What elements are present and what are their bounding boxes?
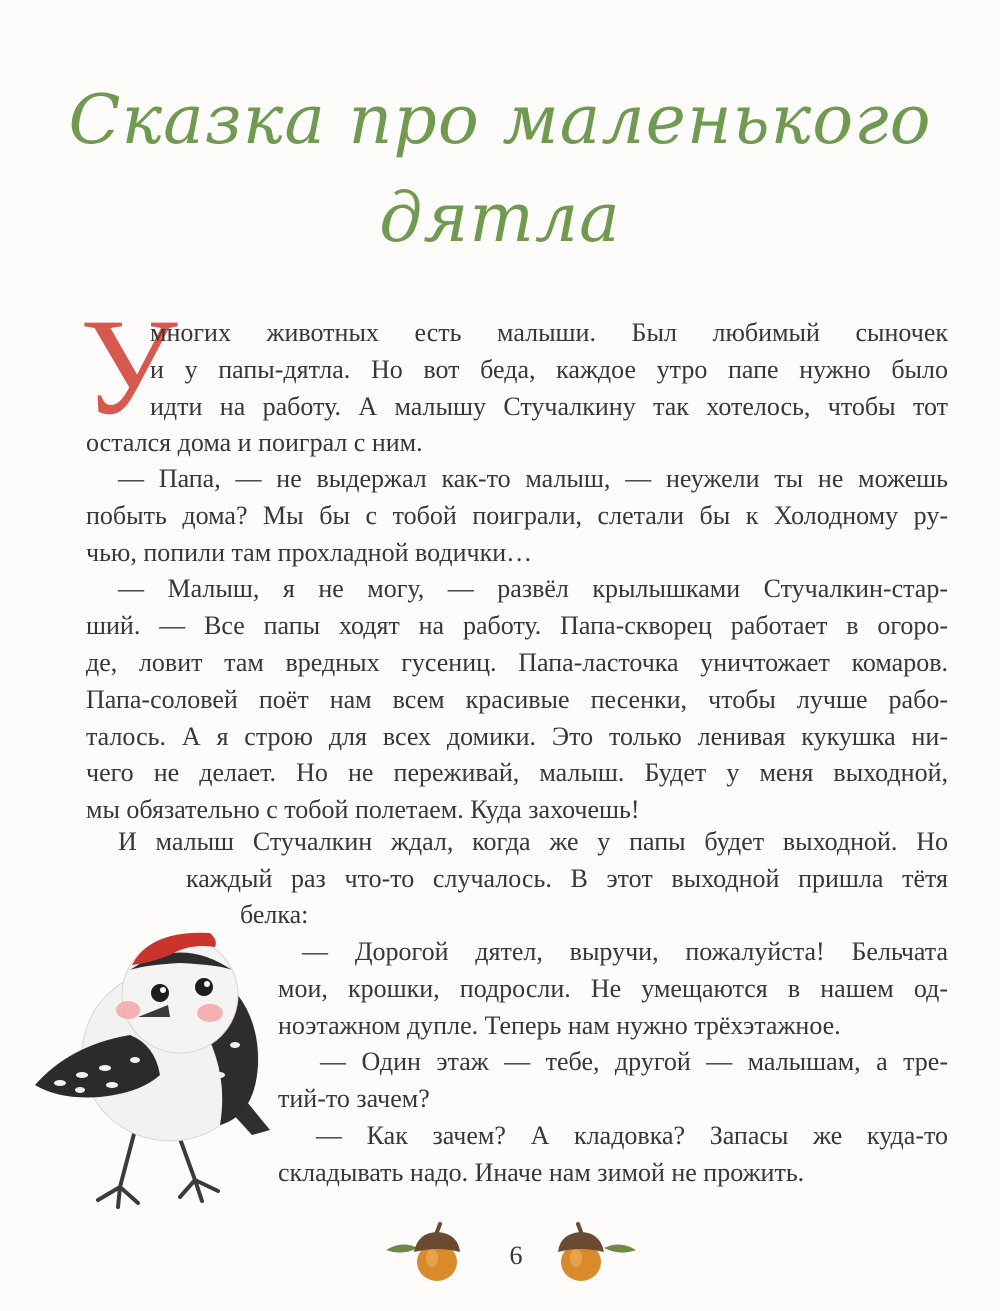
text-line: идти на работу. А малышу Стучалкину так хотелось, чтобы тот [150,391,948,421]
text-line: каждый раз что-то случалось. В этот выходной пришла тётя [186,864,948,893]
body-text-block [86,461,948,829]
text-line: чью, попили там прохладной водички… [86,537,533,567]
text-line: мы обязательно с тобой полетаем. Куда захочешь! [86,795,640,825]
text-line: тий-то зачем? [278,1084,430,1114]
text-line: многих животных есть малыши. Был любимый сыночек [150,318,948,347]
title-line-1: Сказка про маленького [68,81,932,160]
text-line: Папа-соловей поёт нам всем красивые песенки, чтобы лучше рабо- [86,684,948,714]
text-wrap-3 [240,897,948,934]
text-line: — Как зачем? А кладовка? Запасы же куда-то [316,1120,948,1150]
right-eye [195,978,213,996]
paragraph-1-end [86,425,948,462]
drop-cap: У [80,290,178,443]
text-line: — Малыш, я не могу, — развёл крылышками Стучалкин-стар- [118,574,948,604]
text-wrap-2 [186,861,948,898]
paragraph-1 [150,315,948,425]
text-wrap-4 [278,934,948,1192]
text-line: де, ловит там вредных гусениц. Папа-ласточка уничтожает комаров. [86,647,948,677]
text-line: чего не делает. Но не переживай, малыш. Будет у меня выходной, [86,758,948,788]
woodpecker-illustration [20,925,290,1215]
left-eye [151,984,169,1002]
text-line: складывать надо. Иначе нам зимой не прожить. [278,1157,805,1187]
text-line: — Один этаж — тебе, другой — малышам, а тре- [320,1047,948,1077]
left-cheek [116,1001,140,1019]
text-line: И малыш Стучалкин ждал, когда же у папы будет выходной. Но [118,827,948,856]
text-line: — Папа, — не выдержал как-то малыш, — неужели ты не можешь [118,464,948,493]
text-line: талось. А я строю для всех домики. Это только ленивая кукушка ни- [86,721,948,751]
text-wrap-1 [118,824,948,861]
page-title [0,72,1000,268]
text-line: побыть дома? Мы бы с тобой поиграли, слетали бы к Холодному ру- [86,500,948,530]
acorn-right-icon [548,1222,640,1284]
title-line-2: дятла [379,179,621,258]
text-line: белка: [240,900,309,929]
right-cheek [197,1004,223,1022]
text-line: мои, крошки, подросли. Не умещаются в нашем од- [278,973,948,1003]
acorn-left-icon [382,1222,472,1284]
text-line: остался дома и поиграл с ним. [86,428,423,457]
page-number: 6 [509,1241,523,1270]
text-line: — Дорогой дятел, выручи, пожалуйста! Бельчата [302,937,948,966]
text-line: ноэтажном дупле. Теперь нам нужно трёхэтажное. [278,1010,841,1040]
text-line: и у папы-дятла. Но вот беда, каждое утро папе нужно было [150,354,948,384]
text-line: ший. — Все папы ходят на работу. Папа-скворец работает в огоро- [86,611,948,641]
